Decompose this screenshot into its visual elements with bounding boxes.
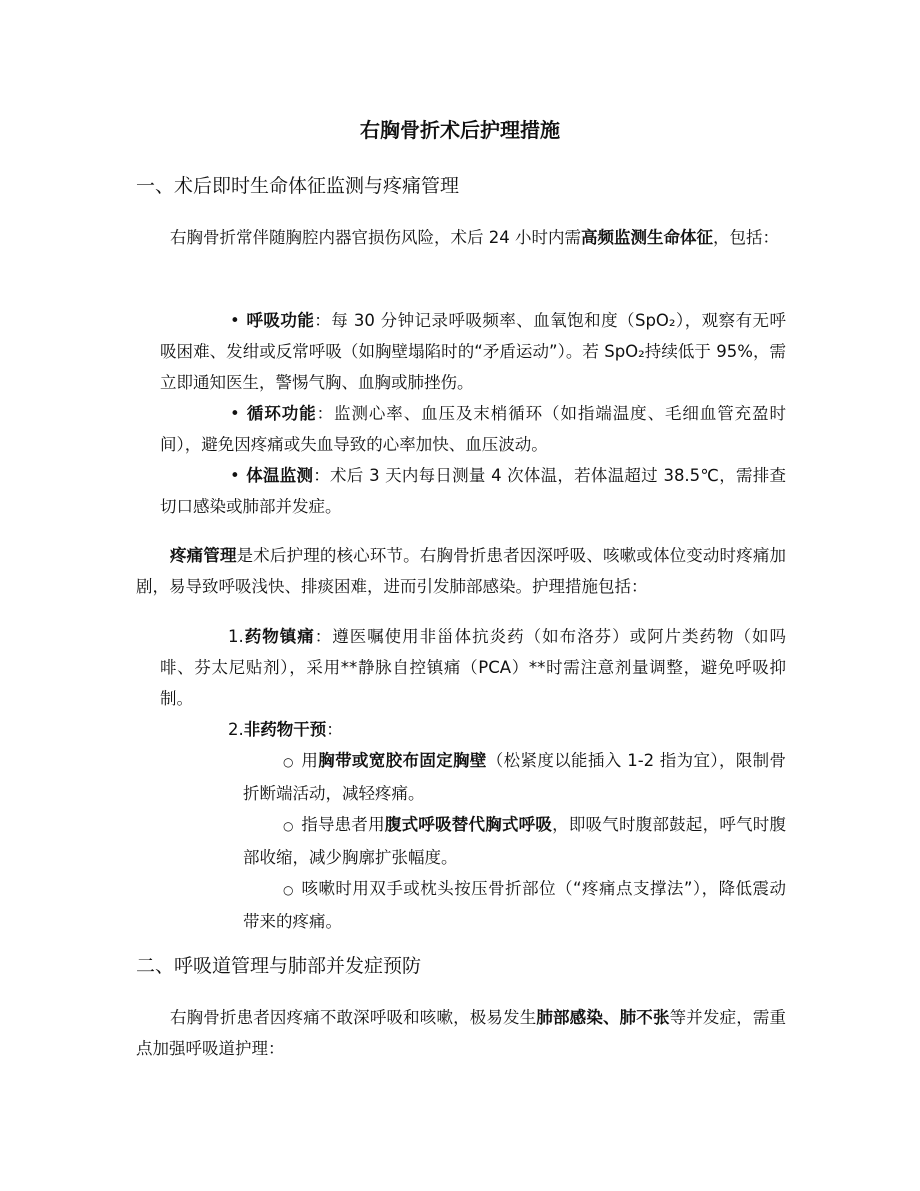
respiratory-intro-paragraph: [136, 1002, 786, 1064]
bold-text: 高频监测生命体征: [581, 228, 713, 247]
text: 是术后护理的核心环节。右胸骨折患者因深呼吸、咳嗽或体位变动时疼痛加剧，易导致呼吸浅快、排痰困难，进而引发肺部感染。护理措施包括：: [136, 546, 787, 596]
sub-list-item: [136, 873, 786, 937]
circle-bullet-icon: ○: [283, 819, 294, 833]
list-item: [136, 398, 786, 460]
sub-list-item: [136, 809, 786, 873]
bullet-icon: •: [230, 466, 240, 485]
text: （松紧度以能插入 1-2 指为宜），限制骨折断端活动，减轻疼痛。: [243, 751, 787, 803]
text: 右胸骨折常伴随胸腔内器官损伤风险，术后 24 小时内需: [170, 228, 581, 247]
text: 咳嗽时用双手或枕头按压骨折部位（“疼痛点支撑法”），降低震动带来的疼痛。: [243, 879, 786, 931]
text: 用: [301, 751, 319, 770]
circle-bullet-icon: ○: [283, 755, 294, 769]
item-text: ：遵医嘱使用非甾体抗炎药（如布洛芬）或阿片类药物（如吗啡、芬太尼贴剂），采用**静脉自控镇痛（PCA）**时需注意剂量调整，避免呼吸抑制。: [160, 627, 787, 708]
pain-paragraph: [136, 540, 786, 602]
section-heading-1: 一、术后即时生命体征监测与疼痛管理: [136, 175, 460, 197]
item-label: 循环功能: [246, 404, 317, 423]
bullet-icon: •: [230, 311, 240, 330]
bullet-icon: •: [230, 404, 240, 423]
item-text: ：监测心率、血压及末梢循环（如指端温度、毛细血管充盈时间），避免因疼痛或失血导致的心率加快、血压波动。: [160, 404, 787, 454]
item-number: 1.: [228, 627, 244, 646]
list-item: [136, 621, 786, 714]
pain-steps-list: [136, 621, 786, 937]
list-item: [136, 305, 786, 398]
item-number: 2.: [228, 720, 244, 739]
list-item: [136, 460, 786, 522]
item-label: 药物镇痛: [243, 627, 315, 646]
bold-text: 胸带或宽胶布固定胸壁: [318, 751, 487, 770]
item-label: 非药物干预: [243, 720, 327, 739]
text: ，包括：: [713, 228, 779, 247]
text: 右胸骨折患者因疼痛不敢深呼吸和咳嗽，极易发生: [170, 1008, 537, 1027]
text: 指导患者用: [301, 815, 385, 834]
intro-paragraph: [136, 222, 786, 253]
vital-signs-list: [136, 305, 786, 522]
item-text: ：术后 3 天内每日测量 4 次体温，若体温超过 38.5℃，需排查切口感染或肺部并发症。: [160, 466, 786, 516]
bold-text: 疼痛管理: [170, 546, 237, 565]
circle-bullet-icon: ○: [283, 883, 294, 897]
item-label: 呼吸功能: [246, 311, 315, 330]
sub-list-item: [136, 745, 786, 809]
document-title: 右胸骨折术后护理措施: [360, 118, 560, 142]
section-heading-2: 二、呼吸道管理与肺部并发症预防: [136, 955, 422, 977]
item-text: ：每 30 分钟记录呼吸频率、血氧饱和度（SpO₂），观察有无呼吸困难、发绀或反常呼吸（如胸壁塌陷时的“矛盾运动”）。若 SpO₂持续低于 95%，需立即通知医生，警惕气胸、血胸或肺挫伤。: [160, 311, 786, 392]
bold-text: 腹式呼吸替代胸式呼吸: [384, 815, 553, 834]
bold-text: 肺部感染、肺不张: [536, 1008, 670, 1027]
item-text: ：: [326, 720, 343, 739]
list-item: [136, 714, 786, 745]
text: ，即吸气时腹部鼓起，呼气时腹部收缩，减少胸廓扩张幅度。: [243, 815, 787, 867]
text: 等并发症，需重点加强呼吸道护理：: [136, 1008, 787, 1058]
item-label: 体温监测: [246, 466, 314, 485]
